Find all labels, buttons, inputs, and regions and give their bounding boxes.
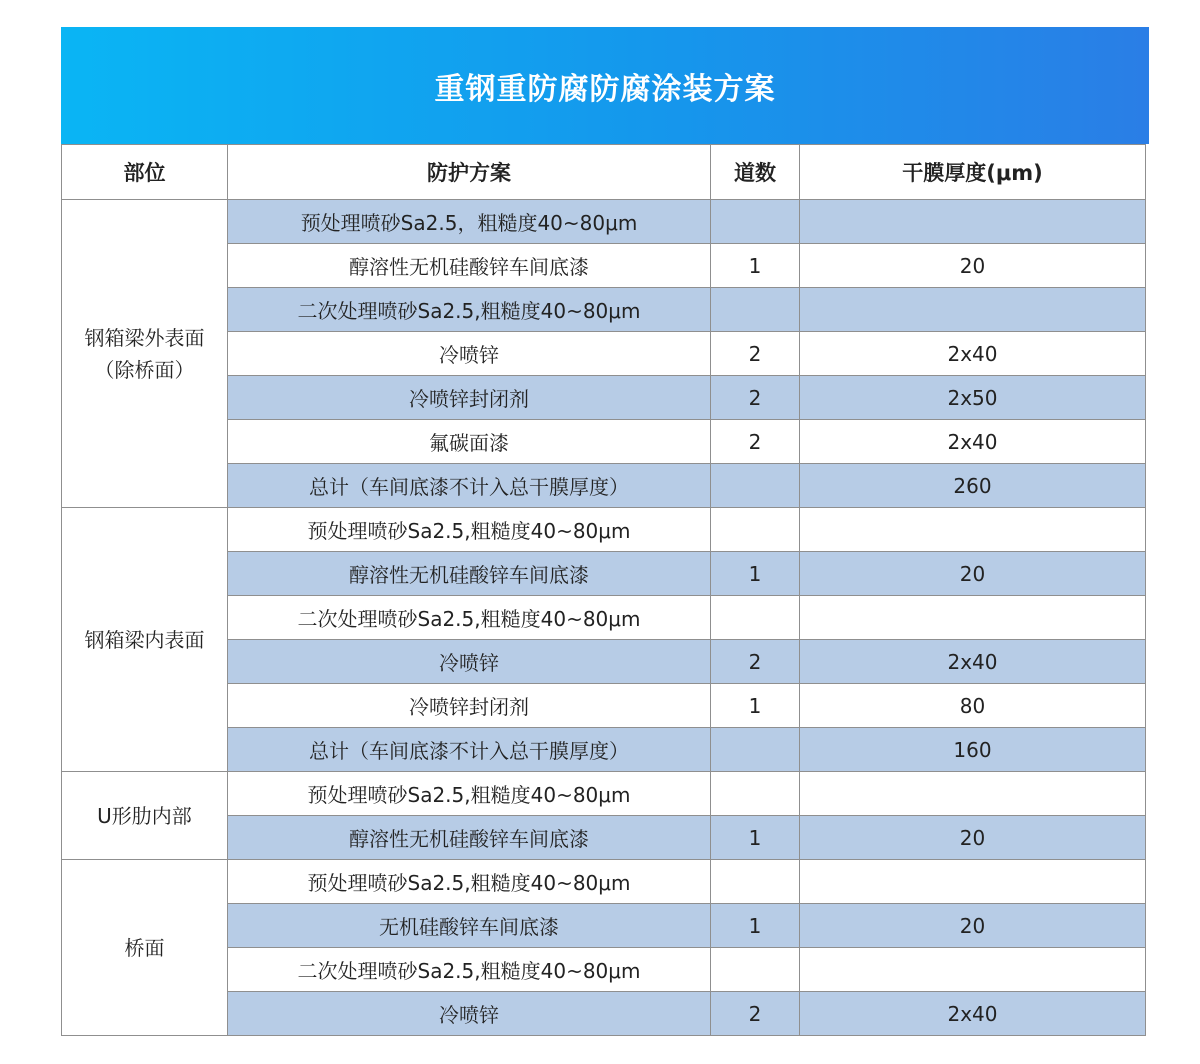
scheme-cell: 醇溶性无机硅酸锌车间底漆 (228, 552, 711, 596)
scheme-cell: 预处理喷砂Sa2.5,粗糙度40~80μm (228, 772, 711, 816)
table-header-row (62, 145, 1146, 200)
scheme-cell: 冷喷锌 (228, 640, 711, 684)
part-cell (62, 200, 228, 508)
header-scheme: 防护方案 (228, 145, 711, 200)
thickness-cell: 160 (800, 728, 1146, 772)
scheme-cell: 预处理喷砂Sa2.5,粗糙度40~80μm (228, 508, 711, 552)
thickness-cell (800, 596, 1146, 640)
header-part: 部位 (62, 145, 228, 200)
thickness-cell: 80 (800, 684, 1146, 728)
coats-cell: 1 (711, 244, 800, 288)
part-label-line: （除桥面） (94, 357, 195, 382)
scheme-cell: 二次处理喷砂Sa2.5,粗糙度40~80μm (228, 948, 711, 992)
scheme-cell: 冷喷锌封闭剂 (228, 376, 711, 420)
thickness-cell: 2x40 (800, 640, 1146, 684)
page-title: 重钢重防腐防腐涂装方案 (434, 71, 776, 107)
scheme-cell: 冷喷锌 (228, 992, 711, 1036)
part-cell (62, 508, 228, 772)
coats-cell (711, 200, 800, 244)
scheme-cell: 无机硅酸锌车间底漆 (228, 904, 711, 948)
thickness-cell: 20 (800, 552, 1146, 596)
scheme-cell: 预处理喷砂Sa2.5，粗糙度40~80μm (228, 200, 711, 244)
thickness-cell (800, 288, 1146, 332)
thickness-cell: 2x40 (800, 332, 1146, 376)
scheme-cell: 预处理喷砂Sa2.5,粗糙度40~80μm (228, 860, 711, 904)
scheme-cell: 冷喷锌 (228, 332, 711, 376)
thickness-cell: 20 (800, 904, 1146, 948)
thickness-cell (800, 772, 1146, 816)
coats-cell: 1 (711, 684, 800, 728)
scheme-cell: 总计（车间底漆不计入总干膜厚度） (228, 728, 711, 772)
scheme-cell: 二次处理喷砂Sa2.5,粗糙度40~80μm (228, 596, 711, 640)
coats-cell: 2 (711, 376, 800, 420)
thickness-cell: 20 (800, 816, 1146, 860)
coats-cell: 1 (711, 816, 800, 860)
scheme-cell: 二次处理喷砂Sa2.5,粗糙度40~80μm (228, 288, 711, 332)
thickness-cell: 260 (800, 464, 1146, 508)
title-banner (61, 27, 1149, 144)
table-row (62, 860, 1146, 904)
table-body (62, 200, 1146, 1036)
coats-cell (711, 728, 800, 772)
thickness-cell (800, 948, 1146, 992)
coats-cell (711, 464, 800, 508)
part-cell (62, 860, 228, 1036)
coats-cell (711, 596, 800, 640)
coats-cell (711, 948, 800, 992)
part-label-line: 钢箱梁内表面 (84, 627, 205, 652)
thickness-cell (800, 200, 1146, 244)
thickness-cell: 2x40 (800, 420, 1146, 464)
coats-cell: 2 (711, 640, 800, 684)
scheme-cell: 氟碳面漆 (228, 420, 711, 464)
coats-cell: 2 (711, 420, 800, 464)
table-row (62, 772, 1146, 816)
coats-cell (711, 508, 800, 552)
scheme-cell: 总计（车间底漆不计入总干膜厚度） (228, 464, 711, 508)
thickness-cell: 20 (800, 244, 1146, 288)
coats-cell: 2 (711, 992, 800, 1036)
coats-cell (711, 860, 800, 904)
table-row (62, 508, 1146, 552)
coating-scheme-table (61, 144, 1146, 1036)
coats-cell: 1 (711, 552, 800, 596)
coats-cell: 2 (711, 332, 800, 376)
coats-cell (711, 288, 800, 332)
scheme-cell: 醇溶性无机硅酸锌车间底漆 (228, 816, 711, 860)
thickness-cell (800, 508, 1146, 552)
thickness-cell (800, 860, 1146, 904)
thickness-cell: 2x50 (800, 376, 1146, 420)
coats-cell (711, 772, 800, 816)
part-label-line: 钢箱梁外表面 (84, 325, 205, 350)
coats-cell: 1 (711, 904, 800, 948)
scheme-cell: 醇溶性无机硅酸锌车间底漆 (228, 244, 711, 288)
part-label-line: U形肋内部 (97, 803, 192, 828)
header-coats: 道数 (711, 145, 800, 200)
thickness-cell: 2x40 (800, 992, 1146, 1036)
table-row (62, 200, 1146, 244)
part-label-line: 桥面 (124, 935, 165, 960)
part-cell (62, 772, 228, 860)
scheme-cell: 冷喷锌封闭剂 (228, 684, 711, 728)
header-thickness: 干膜厚度(μm) (800, 145, 1146, 200)
